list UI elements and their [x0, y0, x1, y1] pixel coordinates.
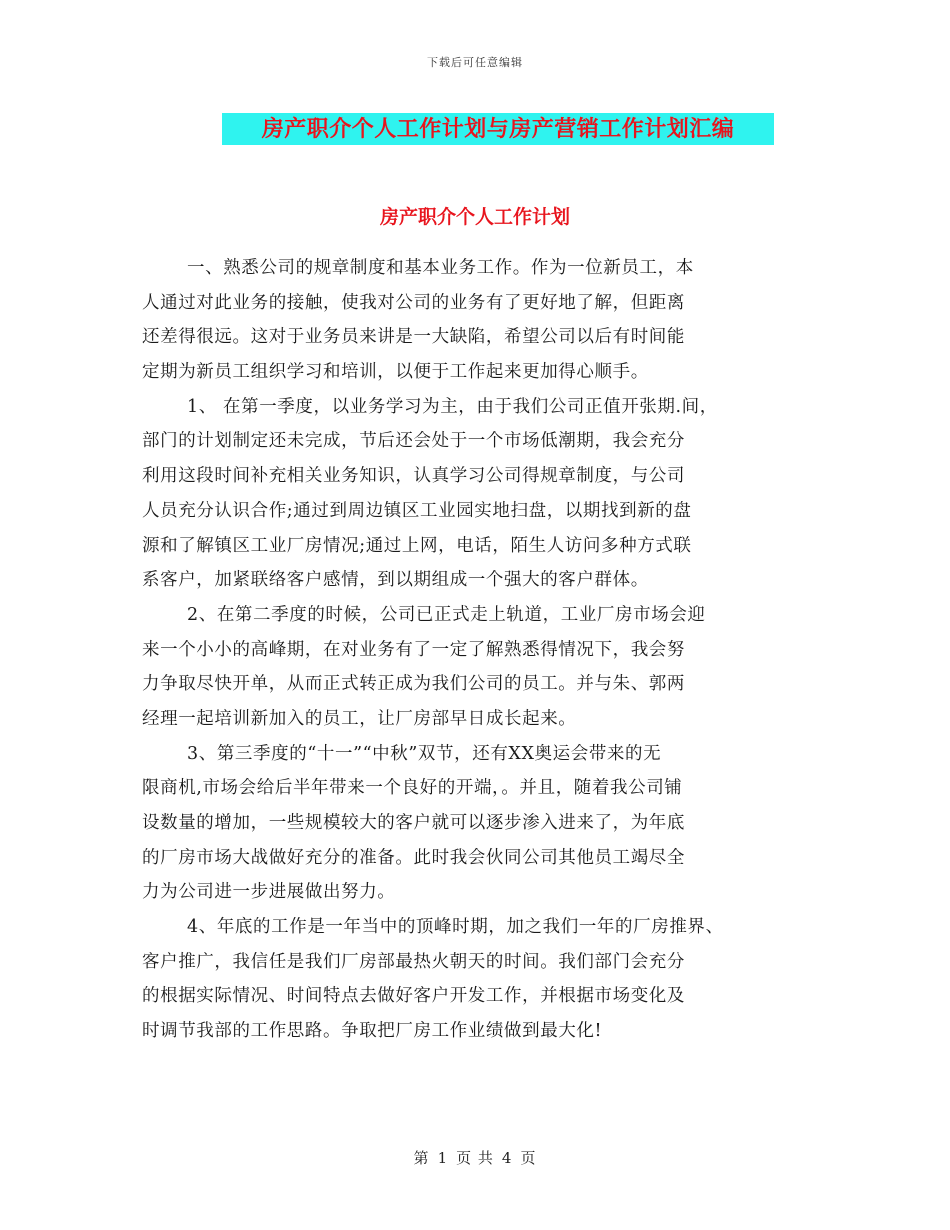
text-line: 的厂房市场大战做好充分的准备。此时我会伙同公司其他员工竭尽全	[142, 847, 685, 868]
text-line: 4、年底的工作是一年当中的顶峰时期，加之我们一年的厂房推界、	[187, 917, 724, 938]
text-line: 定期为新员工组织学习和培训，以便于工作起来更加得心顺手。	[142, 362, 649, 383]
text-line: 源和了解镇区工业厂房情况;通过上网，电话，陌生人访问多种方式联	[142, 535, 692, 556]
text-line: 来一个小小的高峰期，在对业务有了一定了解熟悉得情况下，我会努	[142, 639, 685, 660]
text-line: 限商机,市场会给后半年带来一个良好的开端，。并且，随着我公司铺	[142, 778, 683, 799]
text-line: 3、第三季度的“十一”“中秋”双节，还有XX奥运会带来的无	[187, 743, 662, 764]
page-header-note: 下载后可任意编辑	[427, 56, 523, 69]
page-footer	[0, 1147, 950, 1168]
text-line: 还差得很远。这对于业务员来讲是一大缺陷，希望公司以后有时间能	[142, 327, 685, 348]
text-line: 部门的计划制定还未完成，节后还会处于一个市场低潮期，我会充分	[142, 431, 685, 452]
text-line: 2、在第二季度的时候，公司已正式走上轨道，工业厂房市场会迎	[187, 604, 706, 625]
text-line: 人通过对此业务的接触，使我对公司的业务有了更好地了解，但距离	[142, 292, 685, 313]
text-line: 设数量的增加，一些规模较大的客户就可以逐步渗入进来了，为年底	[142, 813, 685, 833]
footer-suffix: 页	[520, 1149, 537, 1167]
text-line: 经理一起培训新加入的员工，让厂房部早日成长起来。	[142, 708, 577, 729]
text-line: 客户推广，我信任是我们厂房部最热火朝天的时间。我们部门会充分	[142, 951, 685, 972]
section-title: 房产职介个人工作计划	[379, 206, 570, 228]
text-line: 系客户，加紧联络客户感情，到以期组成一个强大的客户群体。	[142, 570, 649, 591]
text-line: 人员充分认识合作;通过到周边镇区工业园实地扫盘，以期找到新的盘	[142, 500, 692, 521]
text-line: 时调节我部的工作思路。争取把厂房工作业绩做到最大化!	[142, 1021, 603, 1042]
text-line: 一、熟悉公司的规章制度和基本业务工作。作为一位新员工，本	[187, 258, 694, 278]
text-line: 力争取尽快开单，从而正式转正成为我们公司的员工。并与朱、郭两	[142, 674, 685, 695]
footer-page-number: 1	[437, 1149, 449, 1167]
text-line: 1、 在第一季度，以业务学习为主，由于我们公司正值开张期.间，	[187, 396, 718, 417]
body-text	[142, 251, 832, 1049]
footer-total-pages: 4	[501, 1149, 513, 1167]
text-line: 利用这段时间补充相关业务知识，认真学习公司得规章制度，与公司	[142, 466, 685, 487]
footer-middle: 页 共	[456, 1149, 494, 1167]
document-title: 房产职介个人工作计划与房产营销工作计划汇编	[222, 113, 774, 145]
footer-prefix: 第	[413, 1149, 430, 1167]
text-line: 的根据实际情况、时间特点去做好客户开发工作，并根据市场变化及	[142, 986, 685, 1007]
text-line: 力为公司进一步进展做出努力。	[142, 882, 396, 903]
